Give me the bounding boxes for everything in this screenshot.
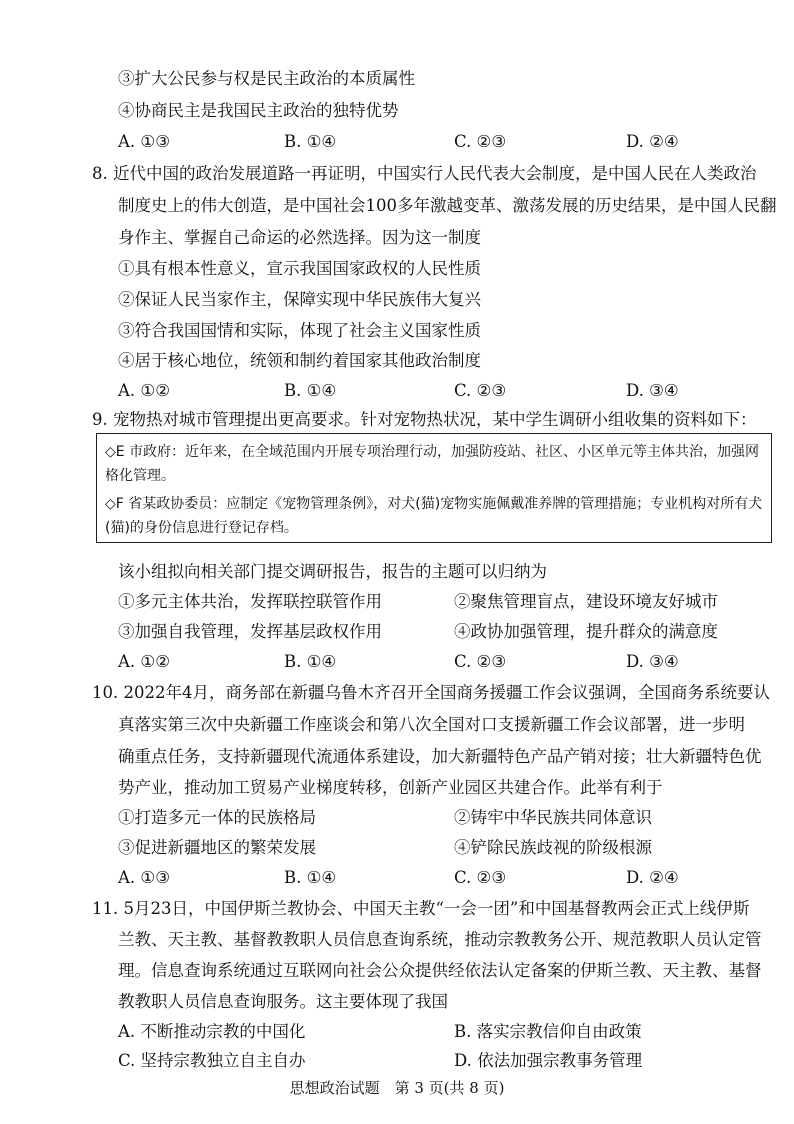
q9-item-2: ②聚焦管理盲点，建设环境友好城市 (454, 592, 718, 611)
q11-stem-line-2: 兰教、天主教、基督教教职人员信息查询系统，推动宗教教务公开、规范教职人员认定管 (118, 930, 762, 949)
q9-stem: 9. 宠物热对城市管理提出更高要求。针对宠物热状况，某中学生调研小组收集的资料如下： (92, 410, 757, 429)
q11-stem-line-4: 教教职人员信息查询服务。这主要体现了我国 (118, 992, 448, 1011)
q9-material-box (96, 433, 772, 543)
page-footer: 思想政治试题 第 3 页(共 8 页) (289, 1079, 505, 1097)
q7-choice-b[interactable]: B. ①④ (284, 132, 337, 151)
q9-item-4: ④政协加强管理，提升群众的满意度 (454, 622, 718, 641)
q10-choice-b[interactable]: B. ①④ (284, 868, 337, 887)
q8-stem-line-3: 身作主、掌握自己命运的必然选择。因为这一制度 (118, 228, 481, 247)
q8-stem-line-1: 8. 近代中国的政治发展道路一再证明，中国实行人民代表大会制度，是中国人民在人类政治 (92, 164, 757, 183)
q10-choice-a[interactable]: A. ①③ (118, 868, 170, 887)
q7-item-4: ④协商民主是我国民主政治的独特优势 (118, 101, 399, 120)
q10-item-3: ③促进新疆地区的繁荣发展 (118, 838, 316, 857)
q11-choice-a[interactable]: A. 不断推动宗教的中国化 (118, 1022, 306, 1041)
q8-item-3: ③符合我国国情和实际，体现了社会主义国家性质 (118, 321, 481, 340)
q8-choice-c[interactable]: C. ②③ (454, 381, 507, 400)
q7-choice-c[interactable]: C. ②③ (454, 132, 507, 151)
q11-choice-d[interactable]: D. 依法加强宗教事务管理 (454, 1051, 643, 1070)
q11-stem-line-3: 理。信息查询系统通过互联网向社会公众提供经依法认定备案的伊斯兰教、天主教、基督 (118, 961, 762, 980)
q9-item-3: ③加强自我管理，发挥基层政权作用 (118, 622, 382, 641)
q11-choice-c[interactable]: C. 坚持宗教独立自主自办 (118, 1051, 306, 1070)
q10-stem-line-2: 真落实第三次中央新疆工作座谈会和第八次全国对口支援新疆工作会议部署，进一步明 (118, 715, 745, 734)
q9-material-f-province: ◇F 省某政协委员：应制定《宠物管理条例》，对犬(猫)宠物实施佩戴准养牌的管理措施；专业机构对所有犬(猫)的身份信息进行登记存档。 (105, 496, 763, 536)
q7-choice-d[interactable]: D. ②④ (626, 132, 679, 151)
q11-stem-line-1: 11. 5月23日，中国伊斯兰教协会、中国天主教“一会一团”和中国基督教两会正式上线伊斯 (92, 899, 750, 918)
q10-stem-line-4: 势产业，推动加工贸易产业梯度转移，创新产业园区共建合作。此举有利于 (118, 778, 663, 797)
q10-choice-d[interactable]: D. ②④ (626, 868, 679, 887)
q10-item-4: ④铲除民族歧视的阶级根源 (454, 838, 652, 857)
q10-choice-c[interactable]: C. ②③ (454, 868, 507, 887)
q10-stem-line-1: 10. 2022年4月，商务部在新疆乌鲁木齐召开全国商务援疆工作会议强调，全国商务系统要认 (92, 683, 770, 702)
q8-choice-a[interactable]: A. ①② (118, 381, 170, 400)
q9-item-1: ①多元主体共治，发挥联控联管作用 (118, 592, 382, 611)
q9-choice-b[interactable]: B. ①④ (284, 652, 337, 671)
q8-item-4: ④居于核心地位，统领和制约着国家其他政治制度 (118, 351, 481, 370)
q7-choice-a[interactable]: A. ①③ (118, 132, 170, 151)
q8-choice-d[interactable]: D. ③④ (626, 381, 679, 400)
q8-choice-b[interactable]: B. ①④ (284, 381, 337, 400)
q9-choice-a[interactable]: A. ①② (118, 652, 170, 671)
q9-lead: 该小组拟向相关部门提交调研报告，报告的主题可以归纳为 (118, 562, 547, 581)
q10-item-1: ①打造多元一体的民族格局 (118, 808, 316, 827)
q8-item-1: ①具有根本性意义，宣示我国国家政权的人民性质 (118, 259, 481, 278)
q8-item-2: ②保证人民当家作主，保障实现中华民族伟大复兴 (118, 290, 481, 309)
q10-stem-line-3: 确重点任务，支持新疆现代流通体系建设，加大新疆特色产品产销对接；壮大新疆特色优 (118, 747, 762, 766)
q7-item-3: ③扩大公民参与权是民主政治的本质属性 (118, 69, 415, 88)
q9-material-e-city: ◇E 市政府：近年来，在全域范围内开展专项治理行动，加强防疫站、社区、小区单元等主体共治，加强网格化管理。 (105, 444, 760, 484)
q10-item-2: ②铸牢中华民族共同体意识 (454, 808, 652, 827)
q9-choice-c[interactable]: C. ②③ (454, 652, 507, 671)
q11-choice-b[interactable]: B. 落实宗教信仰自由政策 (454, 1022, 642, 1041)
q9-choice-d[interactable]: D. ③④ (626, 652, 679, 671)
q8-stem-line-2: 制度史上的伟大创造，是中国社会100多年激越变革、激荡发展的历史结果，是中国人民翻 (118, 196, 777, 215)
